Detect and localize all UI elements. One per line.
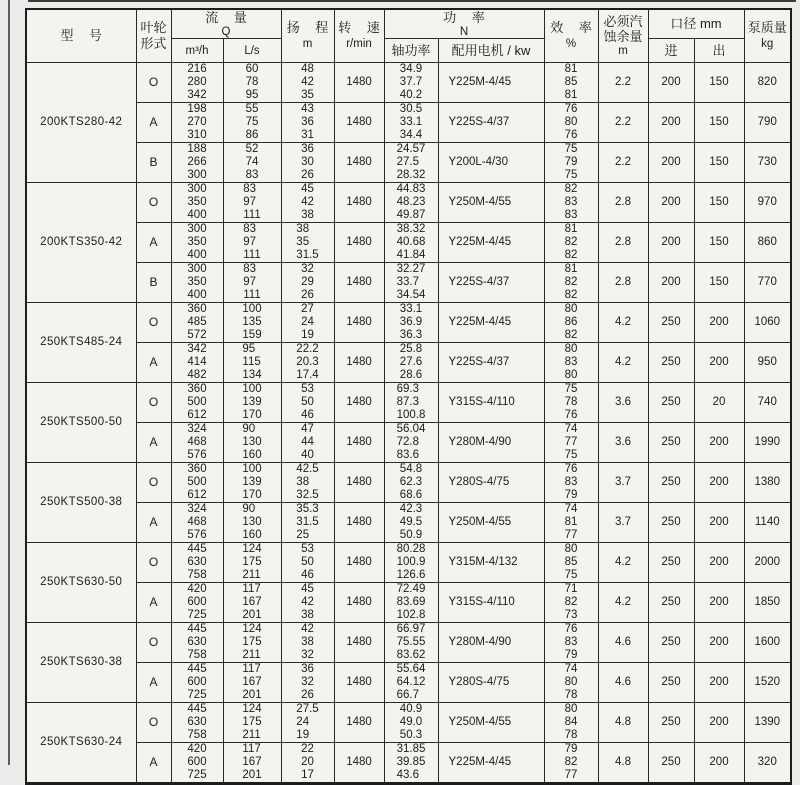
- head-cell: 45 42 38: [281, 583, 334, 623]
- flow-ls-cell: 52 74 83: [223, 143, 281, 183]
- efficiency-cell: 76 80 76: [544, 103, 598, 143]
- outlet-bore-cell: 150: [694, 223, 744, 263]
- npsh-cell: 4.2: [598, 543, 648, 583]
- table-row: [26, 223, 791, 263]
- flow-ls-cell: 83 97 111: [223, 183, 281, 223]
- inlet-bore-cell: 250: [648, 623, 694, 663]
- impeller-cell: O: [136, 63, 171, 103]
- inlet-bore-cell: 200: [648, 183, 694, 223]
- efficiency-cell: 81 82 82: [544, 263, 598, 303]
- col-header-flow: [171, 9, 281, 39]
- npsh-cell: 2.2: [598, 63, 648, 103]
- impeller-cell: O: [136, 463, 171, 503]
- col-header-npsh-line2: 蚀余量: [603, 29, 643, 44]
- inlet-bore-cell: 250: [648, 703, 694, 743]
- table-row: [26, 383, 791, 423]
- npsh-cell: 3.7: [598, 463, 648, 503]
- npsh-cell: 2.8: [598, 183, 648, 223]
- impeller-cell: O: [136, 303, 171, 343]
- mass-cell: 320: [744, 743, 791, 784]
- motor-cell: Y280S-4/75: [438, 463, 544, 503]
- impeller-cell: O: [136, 543, 171, 583]
- outlet-bore-cell: 200: [694, 583, 744, 623]
- outlet-bore-cell: 200: [694, 623, 744, 663]
- flow-ls-cell: 100 139 170: [223, 463, 281, 503]
- col-header-mass: [744, 9, 791, 63]
- speed-cell: 1480: [334, 543, 384, 583]
- col-header-speed-unit: r/min: [346, 38, 372, 50]
- impeller-cell: A: [136, 743, 171, 784]
- mass-cell: 820: [744, 63, 791, 103]
- efficiency-cell: 80 85 75: [544, 543, 598, 583]
- model-cell: 250KTS500-38: [26, 463, 136, 543]
- shaft-power-cell: 42.3 49.5 50.9: [384, 503, 438, 543]
- impeller-cell: A: [136, 663, 171, 703]
- motor-cell: Y225M-4/45: [438, 303, 544, 343]
- speed-cell: 1480: [334, 463, 384, 503]
- col-header-efficiency-title: 效 率: [550, 20, 592, 35]
- flow-m3h-cell: 188 266 300: [171, 143, 223, 183]
- motor-cell: Y200L-4/30: [438, 143, 544, 183]
- npsh-cell: 2.8: [598, 263, 648, 303]
- flow-ls-cell: 83 97 111: [223, 223, 281, 263]
- speed-cell: 1480: [334, 303, 384, 343]
- motor-cell: Y280M-4/90: [438, 623, 544, 663]
- npsh-cell: 4.6: [598, 663, 648, 703]
- col-header-power: [384, 9, 544, 39]
- impeller-cell: O: [136, 383, 171, 423]
- efficiency-cell: 74 77 75: [544, 423, 598, 463]
- mass-cell: 1990: [744, 423, 791, 463]
- speed-cell: 1480: [334, 583, 384, 623]
- head-cell: 47 44 40: [281, 423, 334, 463]
- outlet-bore-cell: 200: [694, 703, 744, 743]
- col-header-flow-ls: L/s: [223, 39, 281, 63]
- flow-m3h-cell: 420 600 725: [171, 743, 223, 784]
- mass-cell: 1600: [744, 623, 791, 663]
- table-row: [26, 63, 791, 103]
- mass-cell: 1520: [744, 663, 791, 703]
- col-header-npsh-unit: m: [618, 45, 628, 57]
- efficiency-cell: 71 82 73: [544, 583, 598, 623]
- impeller-cell: A: [136, 343, 171, 383]
- inlet-bore-cell: 200: [648, 63, 694, 103]
- impeller-cell: A: [136, 423, 171, 463]
- head-cell: 36 30 26: [281, 143, 334, 183]
- flow-m3h-cell: 420 600 725: [171, 583, 223, 623]
- motor-cell: Y280M-4/90: [438, 423, 544, 463]
- col-header-head-title: 扬 程: [286, 20, 329, 35]
- mass-cell: 770: [744, 263, 791, 303]
- impeller-cell: O: [136, 623, 171, 663]
- impeller-cell: B: [136, 143, 171, 183]
- flow-ls-cell: 117 167 201: [223, 663, 281, 703]
- efficiency-cell: 80 86 82: [544, 303, 598, 343]
- flow-m3h-cell: 445 600 725: [171, 663, 223, 703]
- table-row: [26, 263, 791, 303]
- shaft-power-cell: 31.85 39.85 43.6: [384, 743, 438, 784]
- outlet-bore-cell: 200: [694, 303, 744, 343]
- table-header: [26, 9, 791, 63]
- shaft-power-cell: 30.5 33.1 34.4: [384, 103, 438, 143]
- flow-ls-cell: 60 78 95: [223, 63, 281, 103]
- head-cell: 22 20 17: [281, 743, 334, 784]
- shaft-power-cell: 40.9 49.0 50.3: [384, 703, 438, 743]
- npsh-cell: 3.6: [598, 383, 648, 423]
- inlet-bore-cell: 250: [648, 423, 694, 463]
- flow-ls-cell: 90 130 160: [223, 503, 281, 543]
- col-header-impeller-bottom: 形式: [140, 36, 167, 51]
- model-cell: 200KTS280-42: [26, 63, 136, 183]
- motor-cell: Y225M-4/45: [438, 743, 544, 784]
- efficiency-cell: 75 78 76: [544, 383, 598, 423]
- flow-m3h-cell: 300 350 400: [171, 223, 223, 263]
- shaft-power-cell: 44.83 48.23 49.87: [384, 183, 438, 223]
- col-header-bore-out: 出: [694, 39, 744, 63]
- table-row: [26, 183, 791, 223]
- model-cell: 250KTS500-50: [26, 383, 136, 463]
- inlet-bore-cell: 200: [648, 223, 694, 263]
- inlet-bore-cell: 250: [648, 663, 694, 703]
- col-header-impeller-top: 叶轮: [140, 20, 167, 35]
- col-header-bore-in: 进: [648, 39, 694, 63]
- mass-cell: 1390: [744, 703, 791, 743]
- outlet-bore-cell: 20: [694, 383, 744, 423]
- motor-cell: Y225M-4/45: [438, 63, 544, 103]
- flow-m3h-cell: 445 630 758: [171, 703, 223, 743]
- npsh-cell: 4.8: [598, 743, 648, 784]
- head-cell: 36 32 26: [281, 663, 334, 703]
- npsh-cell: 4.2: [598, 303, 648, 343]
- outlet-bore-cell: 150: [694, 103, 744, 143]
- flow-ls-cell: 124 175 211: [223, 543, 281, 583]
- outlet-bore-cell: 150: [694, 143, 744, 183]
- inlet-bore-cell: 200: [648, 143, 694, 183]
- inlet-bore-cell: 250: [648, 543, 694, 583]
- flow-m3h-cell: 342 414 482: [171, 343, 223, 383]
- mass-cell: 1380: [744, 463, 791, 503]
- table-row: [26, 143, 791, 183]
- npsh-cell: 3.6: [598, 423, 648, 463]
- impeller-cell: O: [136, 183, 171, 223]
- inlet-bore-cell: 250: [648, 503, 694, 543]
- mass-cell: 2000: [744, 543, 791, 583]
- shaft-power-cell: 24.57 27.5 28.32: [384, 143, 438, 183]
- speed-cell: 1480: [334, 343, 384, 383]
- shaft-power-cell: 66.97 75.55 83.62: [384, 623, 438, 663]
- shaft-power-cell: 80.28 100.9 126.6: [384, 543, 438, 583]
- outlet-bore-cell: 200: [694, 543, 744, 583]
- outlet-bore-cell: 150: [694, 183, 744, 223]
- shaft-power-cell: 38.32 40.68 41.84: [384, 223, 438, 263]
- npsh-cell: 4.2: [598, 343, 648, 383]
- motor-cell: Y225S-4/37: [438, 263, 544, 303]
- head-cell: 48 42 35: [281, 63, 334, 103]
- table-row: [26, 543, 791, 583]
- table-row: [26, 303, 791, 343]
- flow-ls-cell: 90 130 160: [223, 423, 281, 463]
- col-header-model: 型 号: [26, 9, 136, 63]
- flow-ls-cell: 83 97 111: [223, 263, 281, 303]
- flow-m3h-cell: 445 630 758: [171, 623, 223, 663]
- efficiency-cell: 81 82 82: [544, 223, 598, 263]
- efficiency-cell: 74 80 78: [544, 663, 598, 703]
- shaft-power-cell: 69.3 87.3 100.8: [384, 383, 438, 423]
- col-header-head-unit: m: [302, 38, 313, 50]
- shaft-power-cell: 33.1 36.9 36.3: [384, 303, 438, 343]
- inlet-bore-cell: 200: [648, 263, 694, 303]
- speed-cell: 1480: [334, 663, 384, 703]
- col-header-power-title: 功 率: [443, 10, 485, 25]
- inlet-bore-cell: 250: [648, 583, 694, 623]
- shaft-power-cell: 54.8 62.3 68.6: [384, 463, 438, 503]
- model-cell: 250KTS630-38: [26, 623, 136, 703]
- flow-m3h-cell: 300 350 400: [171, 183, 223, 223]
- speed-cell: 1480: [334, 423, 384, 463]
- efficiency-cell: 80 84 78: [544, 703, 598, 743]
- model-cell: 200KTS350-42: [26, 183, 136, 303]
- table-row: [26, 343, 791, 383]
- mass-cell: 860: [744, 223, 791, 263]
- speed-cell: 1480: [334, 103, 384, 143]
- flow-m3h-cell: 324 468 576: [171, 503, 223, 543]
- head-cell: 22.2 20.3 17.4: [281, 343, 334, 383]
- impeller-cell: B: [136, 263, 171, 303]
- inlet-bore-cell: 250: [648, 383, 694, 423]
- speed-cell: 1480: [334, 503, 384, 543]
- efficiency-cell: 74 81 77: [544, 503, 598, 543]
- outlet-bore-cell: 200: [694, 423, 744, 463]
- npsh-cell: 4.8: [598, 703, 648, 743]
- impeller-cell: A: [136, 223, 171, 263]
- speed-cell: 1480: [334, 183, 384, 223]
- efficiency-cell: 79 82 77: [544, 743, 598, 784]
- shaft-power-cell: 25.8 27.6 28.6: [384, 343, 438, 383]
- head-cell: 27.5 24 19: [281, 703, 334, 743]
- head-cell: 27 24 19: [281, 303, 334, 343]
- mass-cell: 1060: [744, 303, 791, 343]
- efficiency-cell: 75 79 75: [544, 143, 598, 183]
- flow-ls-cell: 117 167 201: [223, 743, 281, 784]
- npsh-cell: 2.2: [598, 143, 648, 183]
- mass-cell: 950: [744, 343, 791, 383]
- speed-cell: 1480: [334, 623, 384, 663]
- mass-cell: 1850: [744, 583, 791, 623]
- impeller-cell: A: [136, 583, 171, 623]
- impeller-cell: A: [136, 503, 171, 543]
- col-header-impeller: [136, 9, 171, 63]
- page-edge-line: [8, 0, 10, 765]
- col-header-motor: 配用电机 / kw: [438, 39, 544, 63]
- npsh-cell: 4.2: [598, 583, 648, 623]
- outlet-bore-cell: 200: [694, 663, 744, 703]
- table-row: [26, 623, 791, 663]
- col-header-flow-title: 流 量: [205, 10, 247, 25]
- scan-artifact-line: [28, 0, 796, 2]
- outlet-bore-cell: 200: [694, 463, 744, 503]
- npsh-cell: 4.6: [598, 623, 648, 663]
- head-cell: 38 35 31.5: [281, 223, 334, 263]
- head-cell: 53 50 46: [281, 383, 334, 423]
- flow-m3h-cell: 360 500 612: [171, 383, 223, 423]
- flow-ls-cell: 124 175 211: [223, 623, 281, 663]
- motor-cell: Y315S-4/110: [438, 383, 544, 423]
- speed-cell: 1480: [334, 383, 384, 423]
- mass-cell: 740: [744, 383, 791, 423]
- npsh-cell: 3.7: [598, 503, 648, 543]
- speed-cell: 1480: [334, 263, 384, 303]
- col-header-power-symbol: N: [459, 26, 469, 38]
- col-header-mass-unit: kg: [761, 38, 774, 50]
- impeller-cell: O: [136, 703, 171, 743]
- head-cell: 32 29 26: [281, 263, 334, 303]
- mass-cell: 1140: [744, 503, 791, 543]
- table-row: [26, 503, 791, 543]
- col-header-npsh: [598, 9, 648, 63]
- head-cell: 53 50 46: [281, 543, 334, 583]
- inlet-bore-cell: 250: [648, 343, 694, 383]
- col-header-npsh-line1: 必须汽: [603, 14, 643, 29]
- motor-cell: Y225S-4/37: [438, 103, 544, 143]
- efficiency-cell: 81 85 81: [544, 63, 598, 103]
- head-cell: 43 36 31: [281, 103, 334, 143]
- speed-cell: 1480: [334, 743, 384, 784]
- inlet-bore-cell: 250: [648, 743, 694, 784]
- head-cell: 42 38 32: [281, 623, 334, 663]
- head-cell: 35.3 31.5 25: [281, 503, 334, 543]
- efficiency-cell: 76 83 79: [544, 463, 598, 503]
- efficiency-cell: 80 83 80: [544, 343, 598, 383]
- model-cell: 250KTS485-24: [26, 303, 136, 383]
- motor-cell: Y225M-4/45: [438, 223, 544, 263]
- col-header-shaft-power: 轴功率: [384, 39, 438, 63]
- flow-m3h-cell: 360 500 612: [171, 463, 223, 503]
- motor-cell: Y250M-4/55: [438, 703, 544, 743]
- flow-m3h-cell: 360 485 572: [171, 303, 223, 343]
- col-header-speed: [334, 9, 384, 63]
- col-header-efficiency-unit: %: [565, 38, 577, 50]
- table-row: [26, 103, 791, 143]
- impeller-cell: A: [136, 103, 171, 143]
- motor-cell: Y280S-4/75: [438, 663, 544, 703]
- speed-cell: 1480: [334, 223, 384, 263]
- mass-cell: 790: [744, 103, 791, 143]
- speed-cell: 1480: [334, 703, 384, 743]
- inlet-bore-cell: 200: [648, 103, 694, 143]
- outlet-bore-cell: 150: [694, 263, 744, 303]
- shaft-power-cell: 72.49 83.69 102.8: [384, 583, 438, 623]
- efficiency-cell: 82 83 83: [544, 183, 598, 223]
- head-cell: 45 42 38: [281, 183, 334, 223]
- flow-ls-cell: 124 175 211: [223, 703, 281, 743]
- npsh-cell: 2.8: [598, 223, 648, 263]
- col-header-efficiency: [544, 9, 598, 63]
- flow-m3h-cell: 300 350 400: [171, 263, 223, 303]
- inlet-bore-cell: 250: [648, 303, 694, 343]
- flow-ls-cell: 100 135 159: [223, 303, 281, 343]
- model-cell: 250KTS630-24: [26, 703, 136, 784]
- flow-m3h-cell: 445 630 758: [171, 543, 223, 583]
- table-row: [26, 463, 791, 503]
- col-header-flow-m3h: m³/h: [171, 39, 223, 63]
- col-header-head: [281, 9, 334, 63]
- mass-cell: 970: [744, 183, 791, 223]
- motor-cell: Y315S-4/110: [438, 583, 544, 623]
- outlet-bore-cell: 150: [694, 63, 744, 103]
- motor-cell: Y250M-4/55: [438, 183, 544, 223]
- pump-spec-table: [25, 8, 792, 785]
- table-row: [26, 703, 791, 743]
- outlet-bore-cell: 200: [694, 343, 744, 383]
- outlet-bore-cell: 200: [694, 743, 744, 784]
- outlet-bore-cell: 200: [694, 503, 744, 543]
- flow-ls-cell: 100 139 170: [223, 383, 281, 423]
- inlet-bore-cell: 250: [648, 463, 694, 503]
- col-header-speed-title: 转 速: [338, 20, 380, 35]
- table-row: [26, 423, 791, 463]
- head-cell: 42.5 38 32.5: [281, 463, 334, 503]
- table-row: [26, 743, 791, 784]
- col-header-bore: 口径 mm: [648, 9, 744, 39]
- motor-cell: Y225S-4/37: [438, 343, 544, 383]
- speed-cell: 1480: [334, 143, 384, 183]
- shaft-power-cell: 55.64 64.12 66.7: [384, 663, 438, 703]
- model-cell: 250KTS630-50: [26, 543, 136, 623]
- motor-cell: Y250M-4/55: [438, 503, 544, 543]
- flow-ls-cell: 117 167 201: [223, 583, 281, 623]
- mass-cell: 730: [744, 143, 791, 183]
- shaft-power-cell: 34.9 37.7 40.2: [384, 63, 438, 103]
- npsh-cell: 2.2: [598, 103, 648, 143]
- col-header-flow-symbol: Q: [221, 26, 231, 38]
- table-body: [26, 63, 791, 784]
- flow-m3h-cell: 216 280 342: [171, 63, 223, 103]
- speed-cell: 1480: [334, 63, 384, 103]
- shaft-power-cell: 32.27 33.7 34.54: [384, 263, 438, 303]
- flow-m3h-cell: 324 468 576: [171, 423, 223, 463]
- table-row: [26, 583, 791, 623]
- flow-ls-cell: 55 75 86: [223, 103, 281, 143]
- efficiency-cell: 76 83 79: [544, 623, 598, 663]
- motor-cell: Y315M-4/132: [438, 543, 544, 583]
- flow-ls-cell: 95 115 134: [223, 343, 281, 383]
- shaft-power-cell: 56.04 72.8 83.6: [384, 423, 438, 463]
- table-row: [26, 663, 791, 703]
- col-header-mass-title: 泵质量: [747, 20, 787, 35]
- flow-m3h-cell: 198 270 310: [171, 103, 223, 143]
